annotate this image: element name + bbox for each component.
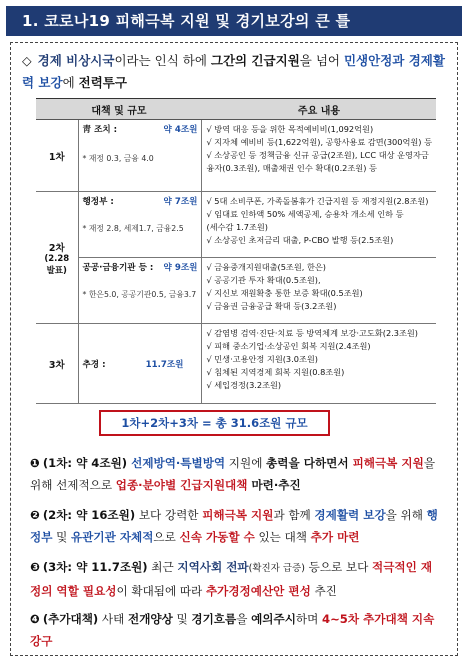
bullet-text: 최근 <box>147 560 178 574</box>
bullet-red: 신속 가동할 수 <box>179 530 255 544</box>
measure-name: 행정부 : <box>82 197 114 207</box>
bullet-text: 을 <box>236 612 252 626</box>
measure-breakdown: * 한은5.0, 공공기관0.5, 금융3.7 <box>82 290 197 299</box>
list-item: √ 지신보 재원확충 통한 보증 확대(0.5조원) <box>206 288 363 298</box>
measure-amount: 약 9조원 <box>163 263 198 273</box>
number-2-icon: ❷ <box>30 508 40 522</box>
number-3-icon: ❸ <box>30 560 40 574</box>
intro-emphasis: 민생안정과 경제활력 보강 <box>22 53 445 90</box>
phase-cell: 1차 <box>36 120 78 192</box>
bullet-red: 4~5차 추가대책 지속 강구 <box>30 612 435 648</box>
scale-cell <box>78 324 202 404</box>
measure-amount: 약 4조원 <box>163 125 198 135</box>
measure-name: 공공·금융기관 등 : <box>82 263 154 273</box>
bullet-2 <box>30 504 442 548</box>
bullet-text: 지원에 <box>225 456 267 470</box>
bullet-3 <box>30 556 442 602</box>
table-row <box>36 258 436 324</box>
bullet-bold: 마련·추진 <box>247 478 301 492</box>
bullet-emphasis: 행정부 <box>30 508 438 544</box>
diamond-icon: ◇ <box>22 53 32 68</box>
bullet-text: 추진 <box>310 584 337 598</box>
bullet-red: 피해극복 지원 <box>348 456 424 470</box>
bullet-red: 추가 마련 <box>310 530 360 544</box>
list-item: √ 민생·고용안정 지원(3.0조원) <box>206 354 318 364</box>
number-1-icon: ❶ <box>30 456 40 470</box>
list-item: √ 소상공인 등 정책금융 신규 공급(2조원), LCC 대상 운영자금 <box>206 150 429 160</box>
page-title: 1. 코로나19 피해극복 지원 및 경기보강의 큰 틀 <box>6 6 462 36</box>
bullet-text: 을 위해 <box>385 508 427 522</box>
measures-table <box>36 98 436 404</box>
intro-bold: 그간의 긴급지원 <box>210 53 300 68</box>
bullet-lead: (1차: 약 4조원) <box>42 456 128 470</box>
bullet-text: 있는 대책 <box>254 530 311 544</box>
list-item: √ 방역 대응 등을 위한 목적예비비(1,092억원) <box>206 124 374 134</box>
bullet-emphasis: 지역사회 전파 <box>177 560 249 574</box>
items-cell <box>202 258 436 324</box>
bullet-lead: (추가대책) <box>42 612 99 626</box>
list-item: √ 5대 소비쿠폰, 가족돌봄휴가 긴급지원 등 재정지원(2.8조원) <box>206 196 429 206</box>
bullet-text: 이 확대됨에 따라 <box>116 584 206 598</box>
bullet-emphasis: 유관기관 자체적 <box>70 530 154 544</box>
list-item: √ 침체된 지역경제 회복 지원(0.8조원) <box>206 367 345 377</box>
number-4-icon: ❹ <box>30 612 40 626</box>
bullet-lead: (2차: 약 16조원) <box>42 508 136 522</box>
measure-breakdown: * 재정 0.3, 금융 4.0 <box>82 154 154 163</box>
scale-cell <box>78 258 202 324</box>
intro-text: 이라는 인식 하에 <box>114 53 211 68</box>
bullet-text: 사태 <box>98 612 129 626</box>
bullet-text: 을 위해 선제적으로 <box>30 456 436 492</box>
bullet-text: 으로 <box>153 530 180 544</box>
scale-cell <box>78 120 202 192</box>
list-item: √ 감염병 검역·진단·치료 등 방역체계 보강·고도화(2.3조원) <box>206 328 418 338</box>
measure-breakdown: * 재정 2.8, 세제1.7, 금융2.5 <box>82 224 184 233</box>
bullet-text: 및 <box>52 530 71 544</box>
list-item: √ 소상공인 초저금리 대출, P-CBO 발행 등(2.5조원) <box>206 235 394 245</box>
intro-text: 에 <box>62 75 79 90</box>
bullet-text: 하며 <box>295 612 323 626</box>
bullet-text: 등으로 보다 <box>304 560 373 574</box>
phase-sub: (2.28 발표) <box>44 253 70 276</box>
bullet-1 <box>30 452 442 496</box>
bullet-red: 피해극복 지원 <box>202 508 274 522</box>
intro-text: 을 넘어 <box>299 53 344 68</box>
scale-cell <box>78 192 202 258</box>
header-items: 주요 내용 <box>202 99 436 120</box>
bullet-emphasis: 경제활력 보강 <box>314 508 386 522</box>
bullet-text: 및 <box>172 612 192 626</box>
bullet-text: 보다 강력한 <box>135 508 203 522</box>
table-header-row <box>36 99 436 120</box>
bullet-bold: 총력을 다하면서 <box>266 456 349 470</box>
bullet-text: 과 함께 <box>273 508 315 522</box>
list-item: √ 금융권 금융공급 확대 등(3.2조원) <box>206 301 337 311</box>
bullet-red: 업종·분야별 긴급지원대책 <box>115 478 248 492</box>
measure-name: 靑 조치 : <box>82 125 118 135</box>
list-item: √ 지자체 예비비 등(1,622억원), 공항사용료 감면(300억원) 등 <box>206 137 432 147</box>
list-item: √ 금융중개지원대출(5조원, 한은) <box>206 262 326 272</box>
bullet-bold: 경기흐름 <box>191 612 237 626</box>
list-item: 융자(0.3조원), 매출채권 인수 확대(0.2조원) 등 <box>206 163 377 173</box>
intro-bold: 전력투구 <box>78 75 127 90</box>
measure-name: 추경 : <box>82 359 106 370</box>
list-item: (세수감 1.7조원) <box>206 222 268 232</box>
list-item: √ 세입경정(3.2조원) <box>206 380 282 390</box>
bullet-lead: (3차: 약 11.7조원) <box>42 560 148 574</box>
measure-amount: 약 7조원 <box>163 197 198 207</box>
phase-cell: 3차 <box>36 324 78 404</box>
bullet-bold: 예의주시 <box>251 612 296 626</box>
table-row <box>36 120 436 192</box>
phase-cell <box>36 192 78 324</box>
bullet-4 <box>30 608 442 652</box>
total-summary-box: 1차+2차+3차 = 총 31.6조원 규모 <box>99 410 330 436</box>
header-scale: 대책 및 규모 <box>36 99 202 120</box>
intro-emphasis: 경제 비상시국 <box>37 53 115 68</box>
bullet-bold: 전개양상 <box>128 612 173 626</box>
list-item: √ 피해 중소기업·소상공인 회복 지원(2.4조원) <box>206 341 371 351</box>
items-cell <box>202 192 436 258</box>
bullet-emphasis: 선제방역·특별방역 <box>127 456 226 470</box>
table-row <box>36 324 436 404</box>
list-item: √ 임대료 인하액 50% 세액공제, 승용차 개소세 인하 등 <box>206 209 404 219</box>
list-item: √ 공공기관 투자 확대(0.5조원), <box>206 275 321 285</box>
bullet-red: 적극적인 재정의 역할 필요성 <box>30 560 433 598</box>
phase-label: 2차 <box>48 242 65 254</box>
bullet-note: (확진자 급증) <box>248 563 305 574</box>
intro-paragraph <box>22 50 448 94</box>
items-cell <box>202 120 436 192</box>
table-row <box>36 192 436 258</box>
measure-amount: 11.7조원 <box>145 359 184 370</box>
items-cell <box>202 324 436 404</box>
bullet-red: 추가경정예산안 편성 <box>205 584 311 598</box>
